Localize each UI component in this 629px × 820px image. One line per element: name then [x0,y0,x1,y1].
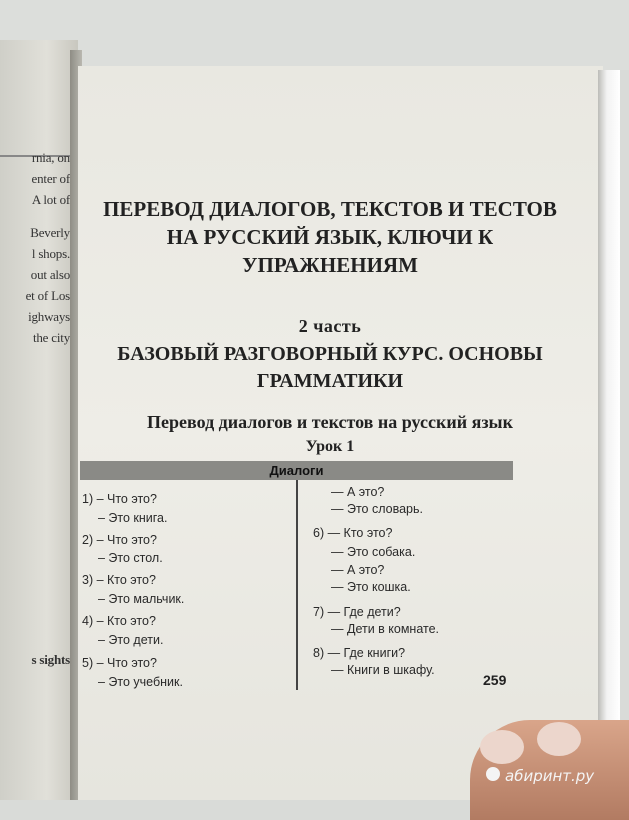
watermark-icon [486,767,500,781]
dialog-answer: – Это книга. [98,511,168,525]
left-line: s sights [31,652,70,667]
dialog-answer: – Это дети. [98,633,164,647]
dialog-answer: – Это мальчик. [98,592,185,606]
dialogs-bar-label: Диалоги [269,463,324,478]
left-line: Beverly [30,225,70,240]
part-label: 2 часть [298,316,362,336]
dialog-answer: – Это учебник. [98,675,183,689]
dialog-question: 3) – Кто это? [82,573,156,587]
dialog-question: 2) – Что это? [82,533,157,547]
dialog-answer: — Это кошка. [331,580,411,594]
left-line: l shops. [31,246,70,261]
watermark: абиринт.ру [505,767,595,785]
fingernail [537,722,581,756]
dialog-question: — А это? [331,485,385,499]
left-page [0,40,78,800]
left-line: A lot of [31,192,70,207]
column-divider [296,480,298,690]
dialog-question: 7) — Где дети? [313,605,401,619]
page-edge [598,70,620,760]
lesson-label: Урок 1 [305,438,355,455]
left-line: out also [30,267,70,282]
dialog-answer: — Это словарь. [331,502,423,516]
background [0,0,629,70]
section-title: БАЗОВЫЙ РАЗГОВОРНЫЙ КУРС. ОСНОВЫ ГРАММАТИКИ [117,343,543,392]
dialog-answer: — Это собака. [331,545,416,559]
fingernail [480,730,524,764]
dialog-question: — А это? [331,563,385,577]
book-page [78,66,603,800]
page-number: 259 [483,672,507,688]
dialog-answer: — Дети в комнате. [331,622,440,636]
dialog-answer: – Это стол. [98,551,163,565]
left-line: enter of [31,171,70,186]
dialog-question: 4) – Кто это? [82,614,156,628]
page-title: ПЕРЕВОД ДИАЛОГОВ, ТЕКСТОВ И ТЕСТОВ НА РУССКИЙ ЯЗЫК, КЛЮЧИ К УПРАЖНЕНИЯМ [103,197,557,277]
dialogs-bar [80,461,513,480]
subtitle: Перевод диалогов и текстов на русский язык [147,412,513,432]
left-line: et of Los [25,288,70,303]
dialog-question: 8) — Где книги? [313,646,406,660]
left-line: ighways [28,309,70,324]
dialog-question: 5) – Что это? [82,656,157,670]
left-line: the city [32,330,70,345]
dialog-question: 1) – Что это? [82,492,157,506]
dialog-answer: — Книги в шкафу. [331,663,435,677]
left-line: rnia, on [31,150,70,165]
dialog-question: 6) — Кто это? [313,526,393,540]
